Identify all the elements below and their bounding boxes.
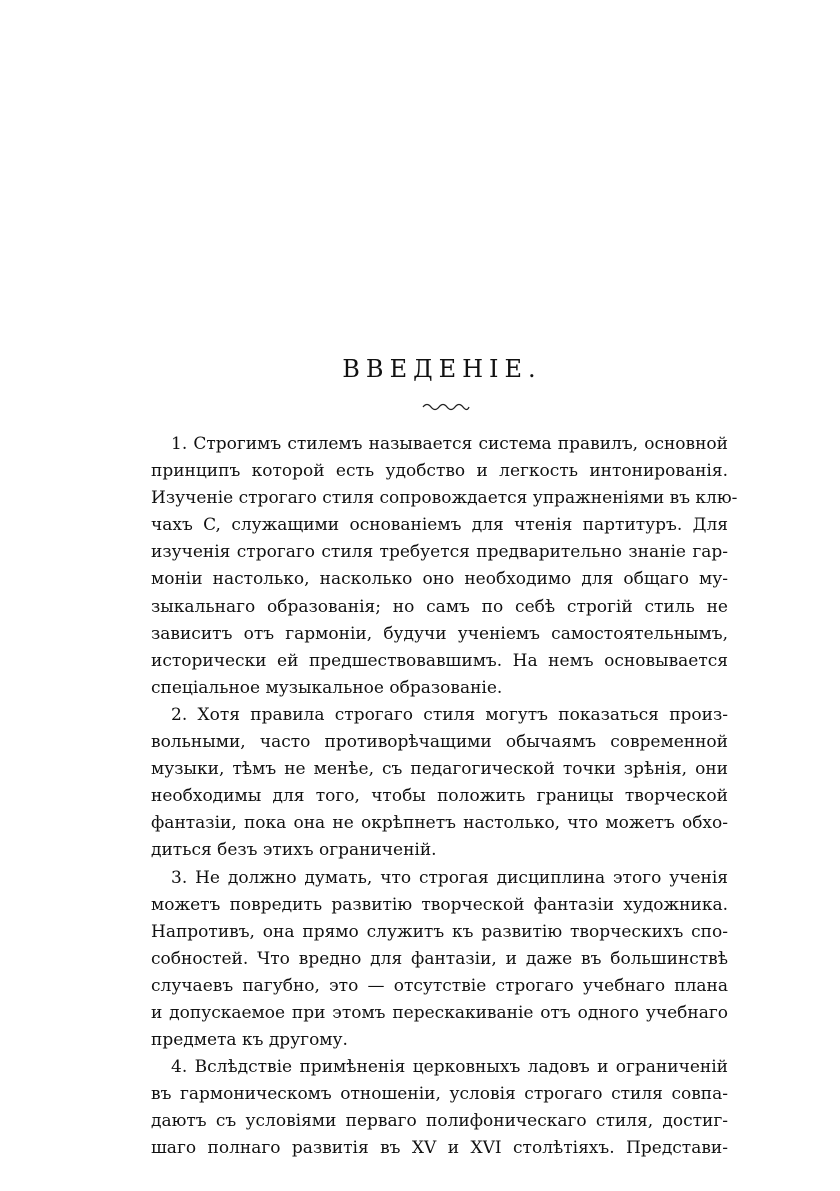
text-line: даютъ съ условіями перваго полифоническаго стиля, достиг- — [151, 1111, 728, 1132]
text-line: случаевъ пагубно, это — отсутствіе строгаго учебнаго плана — [151, 975, 728, 996]
text-line: 4. Вслѣдствіе примѣненія церковныхъ ладовъ и ограниченій — [171, 1057, 728, 1078]
paragraph-2 — [151, 702, 728, 865]
paragraph-4 — [151, 1054, 728, 1162]
text-line: 2. Хотя правила строгаго стиля могутъ показаться произ- — [171, 704, 728, 725]
text-line: необходимы для того, чтобы положить границы творческой — [151, 786, 728, 807]
text-line: фантазіи, пока она не окрѣпнетъ настолько, что можетъ обхо- — [151, 813, 728, 834]
chapter-body — [151, 431, 738, 1163]
text-line: шаго полнаго развитія въ XV и XVI столѣтіяхъ. Представи- — [151, 1138, 728, 1159]
text-line: исторически ей предшествовавшимъ. На немъ основывается — [151, 650, 728, 671]
text-line: собностей. Что вредно для фантазіи, и даже въ большинствѣ — [151, 948, 728, 969]
text-line: чахъ C, служащими основаніемъ для чтенія партитуръ. Для — [151, 515, 728, 536]
text-line: Напротивъ, она прямо служитъ къ развитію творческихъ спо- — [151, 921, 728, 942]
paragraph-1 — [151, 431, 738, 702]
text-line: 3. Не должно думать, что строгая дисциплина этого ученія — [171, 867, 728, 888]
text-line: въ гармоническомъ отношеніи, условія строгаго стиля совпа- — [151, 1084, 728, 1105]
text-line: 1. Строгимъ стилемъ называется система правилъ, основной — [171, 434, 728, 454]
text-line: диться безъ этихъ ограниченій. — [151, 840, 437, 861]
text-line: принципъ которой есть удобство и легкость интонированія. — [151, 461, 728, 482]
text-line: зыкальнаго образованія; но самъ по себѣ строгій стиль не — [151, 596, 728, 617]
text-line: Изученіе строгаго стиля сопровождается упражненіями въ клю- — [151, 488, 738, 509]
text-line: изученія строгаго стиля требуется предварительно знаніе гар- — [151, 542, 728, 563]
text-line: вольными, часто противорѣчащими обычаямъ современной — [151, 732, 728, 753]
text-line: предмета къ другому. — [151, 1030, 348, 1051]
text-line: и допускаемое при этомъ перескакиваніе отъ одного учебнаго — [151, 1002, 728, 1023]
paragraph-3 — [151, 865, 728, 1055]
text-line: музыки, тѣмъ не менѣе, съ педагогической точки зрѣнія, они — [151, 759, 728, 780]
text-line: можетъ повредить развитію творческой фантазіи художника. — [151, 894, 728, 915]
chapter-heading: ВВЕДЕНІЕ. — [342, 355, 542, 383]
text-line: зависитъ отъ гармоніи, будучи ученіемъ самостоятельнымъ, — [151, 623, 728, 644]
text-line: моніи настолько, насколько оно необходимо для общаго му- — [151, 569, 728, 590]
text-line: спеціальное музыкальное образованіе. — [151, 677, 503, 698]
tilde-ornament-icon — [421, 398, 471, 414]
